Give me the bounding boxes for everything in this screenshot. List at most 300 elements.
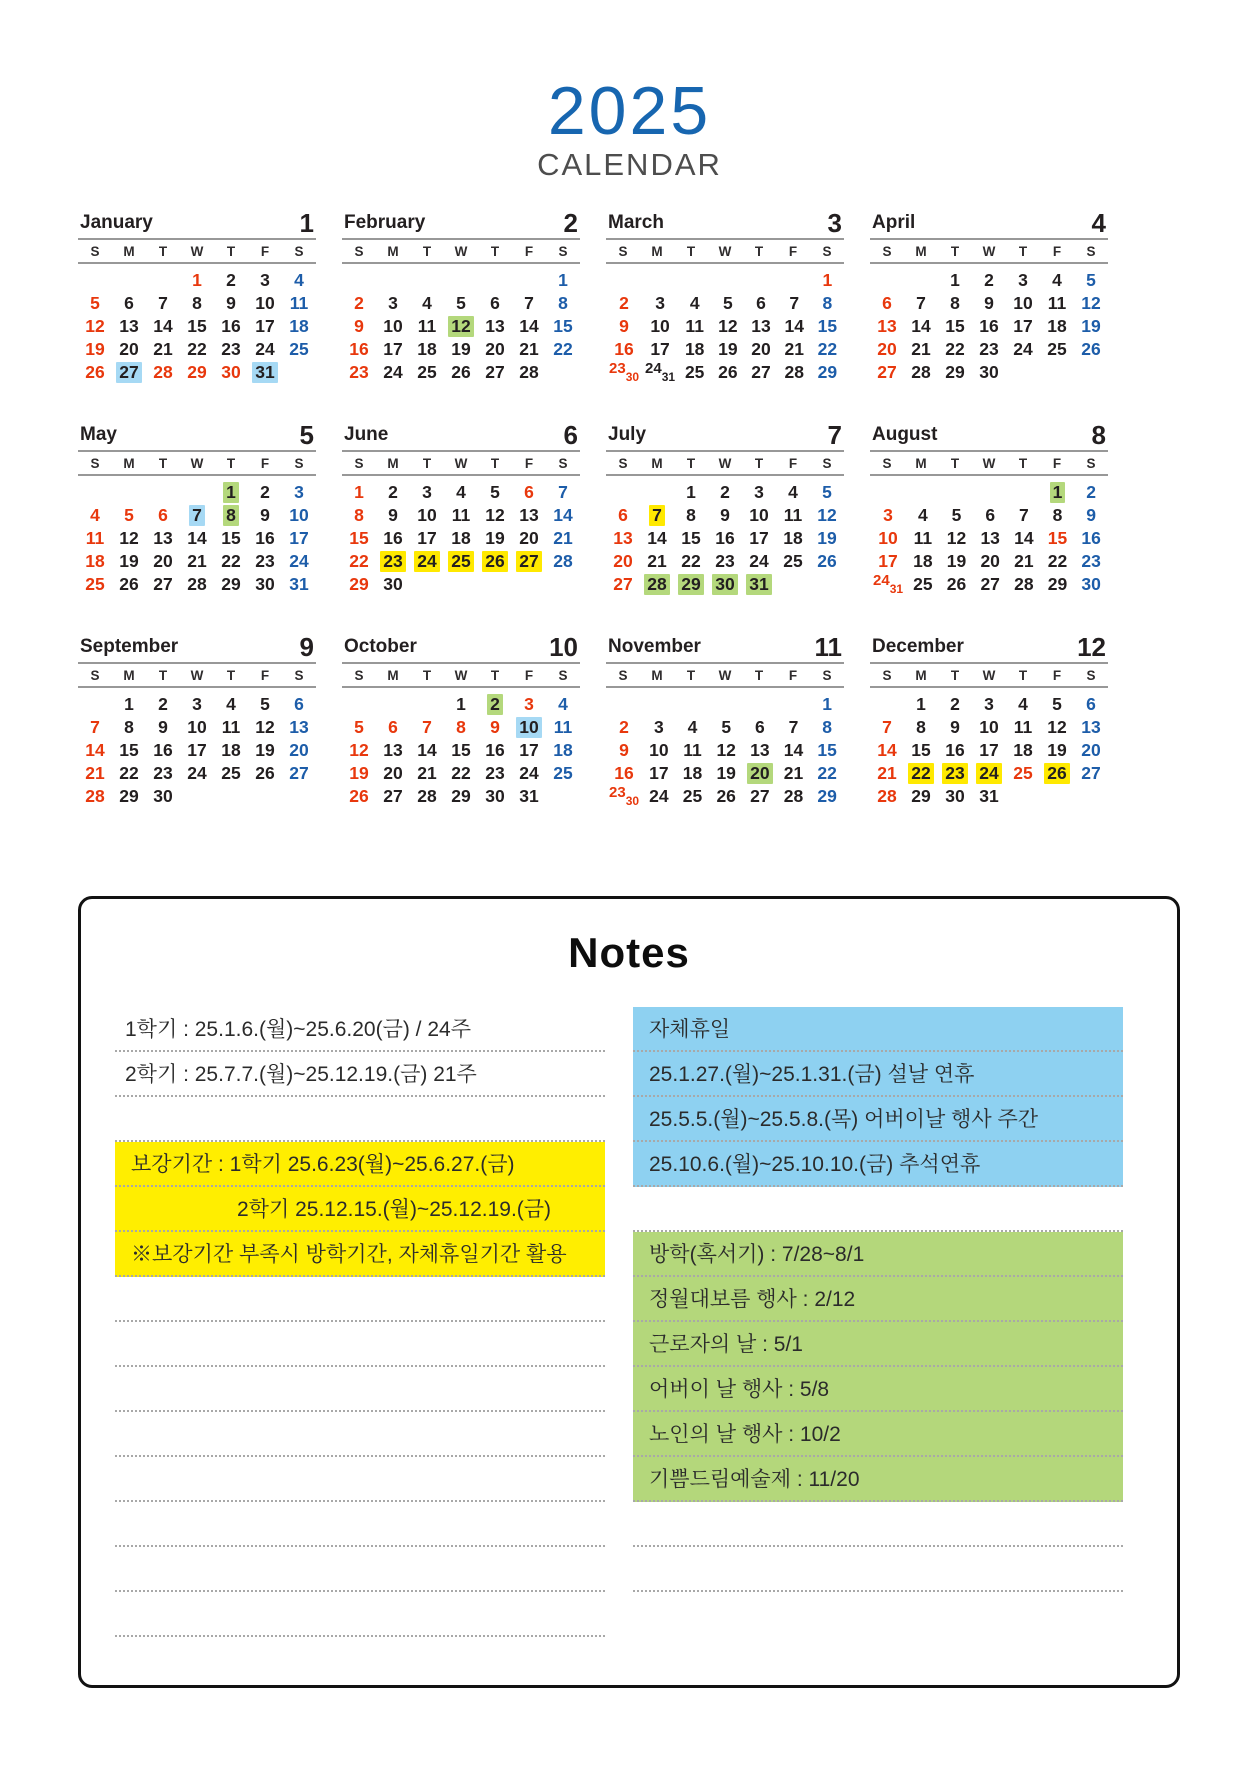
day-cell: 17 bbox=[749, 528, 769, 548]
day-cell: 9 bbox=[226, 293, 236, 313]
day-cell: 6 bbox=[124, 293, 134, 313]
day-cell: 5 bbox=[124, 505, 134, 525]
weekday-label: T bbox=[490, 244, 500, 259]
empty-day-cell bbox=[776, 573, 810, 596]
empty-day-cell bbox=[870, 693, 904, 716]
weekday-label: W bbox=[718, 668, 732, 683]
month-number: 6 bbox=[563, 420, 578, 450]
weekday-label: M bbox=[123, 244, 135, 259]
day-cell: 25 bbox=[85, 574, 105, 594]
day-cell: 26 bbox=[718, 362, 738, 382]
empty-day-cell bbox=[642, 693, 676, 716]
empty-day-cell bbox=[282, 361, 316, 384]
day-cell: 6 bbox=[1086, 694, 1096, 714]
weekday-label: S bbox=[90, 456, 100, 471]
weekday-label: S bbox=[1086, 456, 1096, 471]
day-cell: 18 bbox=[85, 551, 105, 571]
month-header bbox=[342, 208, 580, 238]
year-title: 2025 bbox=[547, 73, 712, 149]
day-cell: 15 bbox=[1047, 528, 1068, 548]
weekday-label: T bbox=[686, 456, 696, 471]
weekday-label: T bbox=[950, 244, 960, 259]
day-cell: 21 bbox=[85, 763, 105, 783]
weekday-row bbox=[78, 240, 316, 262]
weekday-label: S bbox=[90, 244, 100, 259]
weekday-label: M bbox=[387, 668, 399, 683]
day-cell: 19 bbox=[1081, 316, 1101, 336]
day-cell: 9 bbox=[388, 505, 398, 525]
day-cell: 3 bbox=[984, 694, 994, 714]
day-cell: 29 bbox=[817, 786, 837, 806]
day-cell: 23 bbox=[153, 763, 173, 783]
day-cell: 19 bbox=[485, 528, 505, 548]
note-line: 2학기 25.12.15.(월)~25.12.19.(금) bbox=[115, 1187, 605, 1232]
empty-day-cell bbox=[777, 693, 811, 716]
month-header bbox=[606, 208, 844, 238]
day-cell: 27 bbox=[750, 786, 770, 806]
day-cell: 15 bbox=[349, 528, 369, 548]
day-grid bbox=[870, 269, 1108, 384]
day-cell: 12 bbox=[255, 717, 275, 737]
note-empty-line bbox=[115, 1322, 605, 1367]
weekday-label: S bbox=[1086, 668, 1096, 683]
day-cell: 24 31 bbox=[645, 360, 676, 384]
weekday-label: M bbox=[387, 456, 399, 471]
day-cell: 9 bbox=[260, 505, 270, 525]
day-cell: 13 bbox=[119, 316, 139, 336]
day-cell: 10 bbox=[417, 505, 437, 525]
day-cell: 7 bbox=[180, 504, 214, 527]
month-number: 1 bbox=[299, 208, 314, 238]
day-cell: 22 bbox=[451, 763, 471, 783]
day-cell: 19 bbox=[349, 763, 369, 783]
weekday-row bbox=[342, 664, 580, 686]
day-cell: 19 bbox=[1047, 740, 1067, 760]
day-cell: 1 bbox=[686, 482, 696, 502]
weekday-label: F bbox=[260, 456, 270, 471]
month-number: 2 bbox=[563, 208, 578, 238]
day-cell: 3 bbox=[1018, 270, 1028, 290]
day-grid bbox=[870, 481, 1108, 596]
day-cell: 29 bbox=[674, 573, 708, 596]
day-cell: 14 bbox=[417, 740, 437, 760]
day-grid bbox=[342, 269, 580, 384]
day-cell: 9 bbox=[950, 717, 960, 737]
month-july bbox=[606, 420, 844, 596]
day-cell: 24 bbox=[383, 362, 403, 382]
weekday-row bbox=[342, 452, 580, 474]
day-cell: 9 bbox=[1086, 505, 1097, 525]
day-cell: 30 bbox=[485, 786, 505, 806]
weekday-label: T bbox=[490, 456, 500, 471]
month-number: 5 bbox=[299, 420, 314, 450]
weekday-label: S bbox=[882, 456, 892, 471]
day-cell: 13 bbox=[751, 316, 771, 336]
day-cell: 11 bbox=[417, 316, 437, 336]
day-cell: 4 bbox=[226, 694, 236, 714]
day-cell: 6 bbox=[388, 717, 398, 737]
weekday-label: W bbox=[982, 244, 996, 259]
day-cell: 23 bbox=[938, 762, 972, 785]
day-cell: 27 bbox=[1081, 763, 1101, 783]
notes-columns bbox=[81, 977, 1177, 1637]
note-line: 정월대보름 행사 : 2/12 bbox=[633, 1277, 1123, 1322]
day-cell: 13 bbox=[750, 740, 770, 760]
weekday-row bbox=[606, 664, 844, 686]
day-cell: 12 bbox=[946, 528, 967, 548]
note-empty-line bbox=[115, 1592, 605, 1637]
empty-day-cell bbox=[678, 269, 711, 292]
weekday-label: T bbox=[158, 668, 168, 683]
day-cell: 30 bbox=[708, 573, 742, 596]
note-empty-line bbox=[633, 1547, 1123, 1592]
day-cell: 25 bbox=[1047, 339, 1067, 359]
day-grid bbox=[606, 269, 844, 384]
note-empty-line bbox=[115, 1097, 605, 1142]
day-cell: 14 bbox=[783, 740, 804, 760]
day-cell: 20 bbox=[119, 339, 139, 359]
note-line: 2학기 : 25.7.7.(월)~25.12.19.(금) 21주 bbox=[115, 1052, 605, 1097]
month-header bbox=[870, 632, 1108, 662]
month-number: 9 bbox=[299, 632, 314, 662]
day-cell: 15 bbox=[681, 528, 701, 548]
empty-day-cell bbox=[676, 693, 710, 716]
day-cell: 18 bbox=[684, 339, 705, 359]
day-cell: 1 bbox=[214, 481, 248, 504]
day-cell: 28 bbox=[784, 362, 804, 382]
empty-day-cell bbox=[78, 693, 112, 716]
day-cell: 24 bbox=[187, 763, 207, 783]
weekday-label: S bbox=[558, 456, 568, 471]
day-cell: 31 bbox=[248, 361, 282, 384]
weekday-label: T bbox=[158, 244, 168, 259]
day-cell: 22 bbox=[187, 339, 207, 359]
day-cell: 3 bbox=[654, 717, 664, 737]
day-cell: 6 bbox=[524, 482, 534, 502]
day-cell: 8 bbox=[558, 293, 568, 313]
divider-line bbox=[606, 474, 844, 476]
day-grid bbox=[606, 693, 844, 808]
day-cell: 13 bbox=[1081, 717, 1101, 737]
day-cell: 27 bbox=[485, 362, 505, 382]
day-cell: 29 bbox=[945, 362, 965, 382]
day-cell: 3 bbox=[260, 270, 270, 290]
day-cell: 10 bbox=[650, 316, 670, 336]
day-grid bbox=[78, 693, 316, 808]
day-cell: 16 bbox=[153, 740, 173, 760]
day-cell: 8 bbox=[214, 504, 248, 527]
weekday-label: F bbox=[788, 456, 798, 471]
weekday-label: M bbox=[915, 456, 927, 471]
day-cell: 5 bbox=[260, 694, 270, 714]
empty-day-cell bbox=[478, 573, 512, 596]
day-cell: 17 bbox=[187, 740, 207, 760]
day-cell: 2 bbox=[619, 293, 629, 313]
notes-right-column bbox=[633, 1007, 1123, 1637]
empty-day-cell bbox=[709, 693, 743, 716]
day-cell: 17 bbox=[289, 528, 309, 548]
note-line: 25.10.6.(월)~25.10.10.(금) 추석연휴 bbox=[633, 1142, 1123, 1187]
empty-day-cell bbox=[78, 481, 112, 504]
month-august bbox=[870, 420, 1108, 596]
day-cell: 24 bbox=[972, 762, 1006, 785]
day-cell: 22 bbox=[817, 763, 837, 783]
day-cell: 21 bbox=[784, 339, 804, 359]
day-cell: 23 bbox=[979, 339, 999, 359]
notes-left-column bbox=[115, 1007, 605, 1637]
day-cell: 14 bbox=[1014, 528, 1034, 548]
day-cell: 10 bbox=[289, 505, 309, 525]
day-cell: 2 bbox=[478, 693, 512, 716]
weekday-row bbox=[870, 452, 1108, 474]
day-cell: 18 bbox=[1047, 316, 1067, 336]
day-cell: 3 bbox=[883, 505, 893, 525]
empty-day-cell bbox=[112, 481, 146, 504]
day-cell: 26 bbox=[1081, 339, 1101, 359]
day-cell: 31 bbox=[289, 574, 309, 594]
empty-day-cell bbox=[606, 693, 642, 716]
day-cell: 26 bbox=[349, 786, 369, 806]
day-cell: 3 bbox=[655, 293, 665, 313]
empty-day-cell bbox=[512, 269, 546, 292]
month-number: 11 bbox=[814, 632, 842, 662]
day-cell: 23 bbox=[715, 551, 735, 571]
day-cell: 6 bbox=[618, 505, 628, 525]
day-cell: 28 bbox=[187, 574, 207, 594]
weekday-label: W bbox=[454, 456, 468, 471]
day-cell: 27 bbox=[289, 763, 309, 783]
weekday-label: S bbox=[354, 244, 364, 259]
day-cell: 16 bbox=[383, 528, 403, 548]
day-cell: 12 bbox=[349, 740, 369, 760]
day-cell: 8 bbox=[686, 505, 696, 525]
day-cell: 22 bbox=[904, 762, 938, 785]
day-cell: 14 bbox=[784, 316, 804, 336]
empty-day-cell bbox=[546, 361, 580, 384]
day-cell: 22 bbox=[945, 339, 965, 359]
empty-day-cell bbox=[940, 481, 974, 504]
empty-day-cell bbox=[810, 573, 844, 596]
day-cell: 30 bbox=[1081, 574, 1101, 594]
empty-day-cell bbox=[546, 573, 580, 596]
day-cell: 11 bbox=[451, 505, 471, 525]
day-cell: 13 bbox=[613, 528, 633, 548]
day-cell: 12 bbox=[1047, 717, 1067, 737]
weekday-row bbox=[78, 452, 316, 474]
day-grid bbox=[342, 693, 580, 808]
day-cell: 9 bbox=[984, 293, 994, 313]
day-cell: 7 bbox=[882, 717, 892, 737]
day-cell: 20 bbox=[980, 551, 1000, 571]
empty-day-cell bbox=[904, 269, 938, 292]
weekday-label: T bbox=[1018, 456, 1028, 471]
day-cell: 5 bbox=[822, 482, 832, 502]
day-cell: 25 bbox=[682, 786, 703, 806]
day-cell: 1 bbox=[916, 694, 926, 714]
calendar-subtitle: CALENDAR bbox=[537, 147, 722, 182]
divider-line bbox=[606, 262, 844, 264]
day-cell: 27 bbox=[383, 786, 403, 806]
weekday-label: M bbox=[651, 244, 663, 259]
month-march bbox=[606, 208, 844, 384]
day-cell: 8 bbox=[950, 293, 960, 313]
empty-day-cell bbox=[214, 785, 248, 808]
day-cell: 24 bbox=[289, 551, 309, 571]
day-cell: 18 bbox=[289, 316, 309, 336]
day-cell: 26 bbox=[716, 786, 736, 806]
month-name: September bbox=[80, 636, 179, 657]
day-cell: 29 bbox=[817, 362, 838, 382]
day-cell: 17 bbox=[383, 339, 403, 359]
weekday-label: F bbox=[1052, 668, 1062, 683]
day-cell: 31 bbox=[742, 573, 776, 596]
weekday-label: W bbox=[454, 244, 468, 259]
day-cell: 2 bbox=[226, 270, 236, 290]
day-cell: 25 bbox=[913, 574, 933, 594]
empty-day-cell bbox=[112, 269, 146, 292]
day-cell: 30 bbox=[945, 786, 965, 806]
day-cell: 6 bbox=[756, 293, 766, 313]
note-empty-line bbox=[115, 1277, 605, 1322]
day-cell: 18 bbox=[682, 763, 703, 783]
weekday-label: W bbox=[718, 244, 732, 259]
day-cell: 1 bbox=[558, 270, 568, 290]
day-cell: 26 bbox=[817, 551, 837, 571]
day-cell: 9 bbox=[619, 316, 629, 336]
day-cell: 15 bbox=[817, 316, 838, 336]
weekday-label: S bbox=[618, 456, 628, 471]
day-cell: 27 bbox=[877, 362, 897, 382]
day-cell: 21 bbox=[1014, 551, 1034, 571]
empty-day-cell bbox=[248, 785, 282, 808]
weekday-label: M bbox=[651, 668, 663, 683]
day-cell: 14 bbox=[85, 740, 105, 760]
month-header bbox=[870, 208, 1108, 238]
day-cell: 9 bbox=[158, 717, 168, 737]
day-cell: 29 bbox=[119, 786, 139, 806]
note-line: 25.5.5.(월)~25.5.8.(목) 어버이날 행사 주간 bbox=[633, 1097, 1123, 1142]
day-cell: 28 bbox=[783, 786, 804, 806]
weekday-label: S bbox=[558, 668, 568, 683]
notes-box bbox=[78, 896, 1180, 1688]
empty-day-cell bbox=[444, 573, 478, 596]
month-january bbox=[78, 208, 316, 384]
day-cell: 10 bbox=[383, 316, 403, 336]
empty-day-cell bbox=[973, 481, 1007, 504]
note-empty-line bbox=[633, 1502, 1123, 1547]
day-cell: 6 bbox=[294, 694, 304, 714]
day-cell: 26 bbox=[119, 574, 139, 594]
weekday-label: S bbox=[618, 244, 628, 259]
empty-day-cell bbox=[342, 693, 376, 716]
day-cell: 18 bbox=[221, 740, 241, 760]
day-cell: 29 bbox=[451, 786, 471, 806]
weekday-row bbox=[870, 664, 1108, 686]
day-cell: 6 bbox=[985, 505, 996, 525]
day-cell: 11 bbox=[685, 316, 704, 336]
day-cell: 5 bbox=[456, 293, 466, 313]
day-cell: 21 bbox=[519, 339, 539, 359]
day-cell: 27 bbox=[751, 362, 771, 382]
day-cell: 29 bbox=[911, 786, 931, 806]
note-line: 근로자의 날 : 5/1 bbox=[633, 1322, 1123, 1367]
day-cell: 5 bbox=[1086, 270, 1096, 290]
month-february bbox=[342, 208, 580, 384]
weekday-label: S bbox=[1086, 244, 1096, 259]
month-name: July bbox=[608, 424, 647, 445]
divider-line bbox=[342, 262, 580, 264]
day-cell: 12 bbox=[718, 316, 738, 336]
day-cell: 5 bbox=[354, 717, 364, 737]
empty-day-cell bbox=[146, 481, 180, 504]
weekday-row bbox=[78, 664, 316, 686]
day-grid bbox=[870, 693, 1108, 808]
month-header bbox=[870, 420, 1108, 450]
weekday-label: S bbox=[822, 244, 832, 259]
weekday-label: W bbox=[190, 244, 204, 259]
day-cell: 4 bbox=[1052, 270, 1062, 290]
day-cell: 4 bbox=[918, 505, 928, 525]
day-cell: 24 bbox=[410, 550, 444, 573]
day-cell: 7 bbox=[158, 293, 168, 313]
day-cell: 2 bbox=[354, 293, 364, 313]
day-cell: 9 bbox=[490, 717, 500, 737]
day-cell: 21 bbox=[417, 763, 437, 783]
empty-day-cell bbox=[744, 269, 777, 292]
day-cell: 18 bbox=[553, 740, 573, 760]
day-cell: 16 bbox=[715, 528, 735, 548]
day-cell: 17 bbox=[650, 339, 670, 359]
day-cell: 3 bbox=[192, 694, 202, 714]
day-cell: 10 bbox=[187, 717, 207, 737]
day-cell: 6 bbox=[754, 717, 765, 737]
day-cell: 22 bbox=[349, 551, 369, 571]
day-cell: 25 bbox=[289, 339, 309, 359]
day-cell: 17 bbox=[1013, 316, 1033, 336]
day-cell: 28 bbox=[519, 362, 539, 382]
day-cell: 20 bbox=[485, 339, 505, 359]
weekday-label: S bbox=[90, 668, 100, 683]
empty-day-cell bbox=[606, 269, 642, 292]
day-cell: 25 bbox=[1013, 763, 1033, 783]
month-header bbox=[78, 420, 316, 450]
weekday-row bbox=[342, 240, 580, 262]
day-cell: 2 bbox=[950, 694, 960, 714]
month-number: 7 bbox=[827, 420, 842, 450]
day-cell: 11 bbox=[221, 717, 241, 737]
note-line: 어버이 날 행사 : 5/8 bbox=[633, 1367, 1123, 1412]
empty-day-cell bbox=[642, 269, 678, 292]
note-empty-line bbox=[115, 1547, 605, 1592]
day-cell: 19 bbox=[451, 339, 471, 359]
day-cell: 22 bbox=[681, 551, 701, 571]
empty-day-cell bbox=[711, 269, 744, 292]
weekday-label: S bbox=[558, 244, 568, 259]
divider-line bbox=[342, 474, 580, 476]
day-cell: 27 bbox=[613, 574, 633, 594]
weekday-label: T bbox=[950, 668, 960, 683]
day-cell: 10 bbox=[979, 717, 999, 737]
empty-day-cell bbox=[282, 785, 316, 808]
day-grid bbox=[342, 481, 580, 596]
day-cell: 7 bbox=[640, 504, 674, 527]
day-cell: 4 bbox=[687, 717, 698, 737]
day-cell: 8 bbox=[822, 717, 833, 737]
weekday-label: M bbox=[123, 668, 135, 683]
day-cell: 22 bbox=[221, 551, 241, 571]
day-cell: 23 bbox=[485, 763, 505, 783]
day-cell: 12 bbox=[444, 315, 478, 338]
